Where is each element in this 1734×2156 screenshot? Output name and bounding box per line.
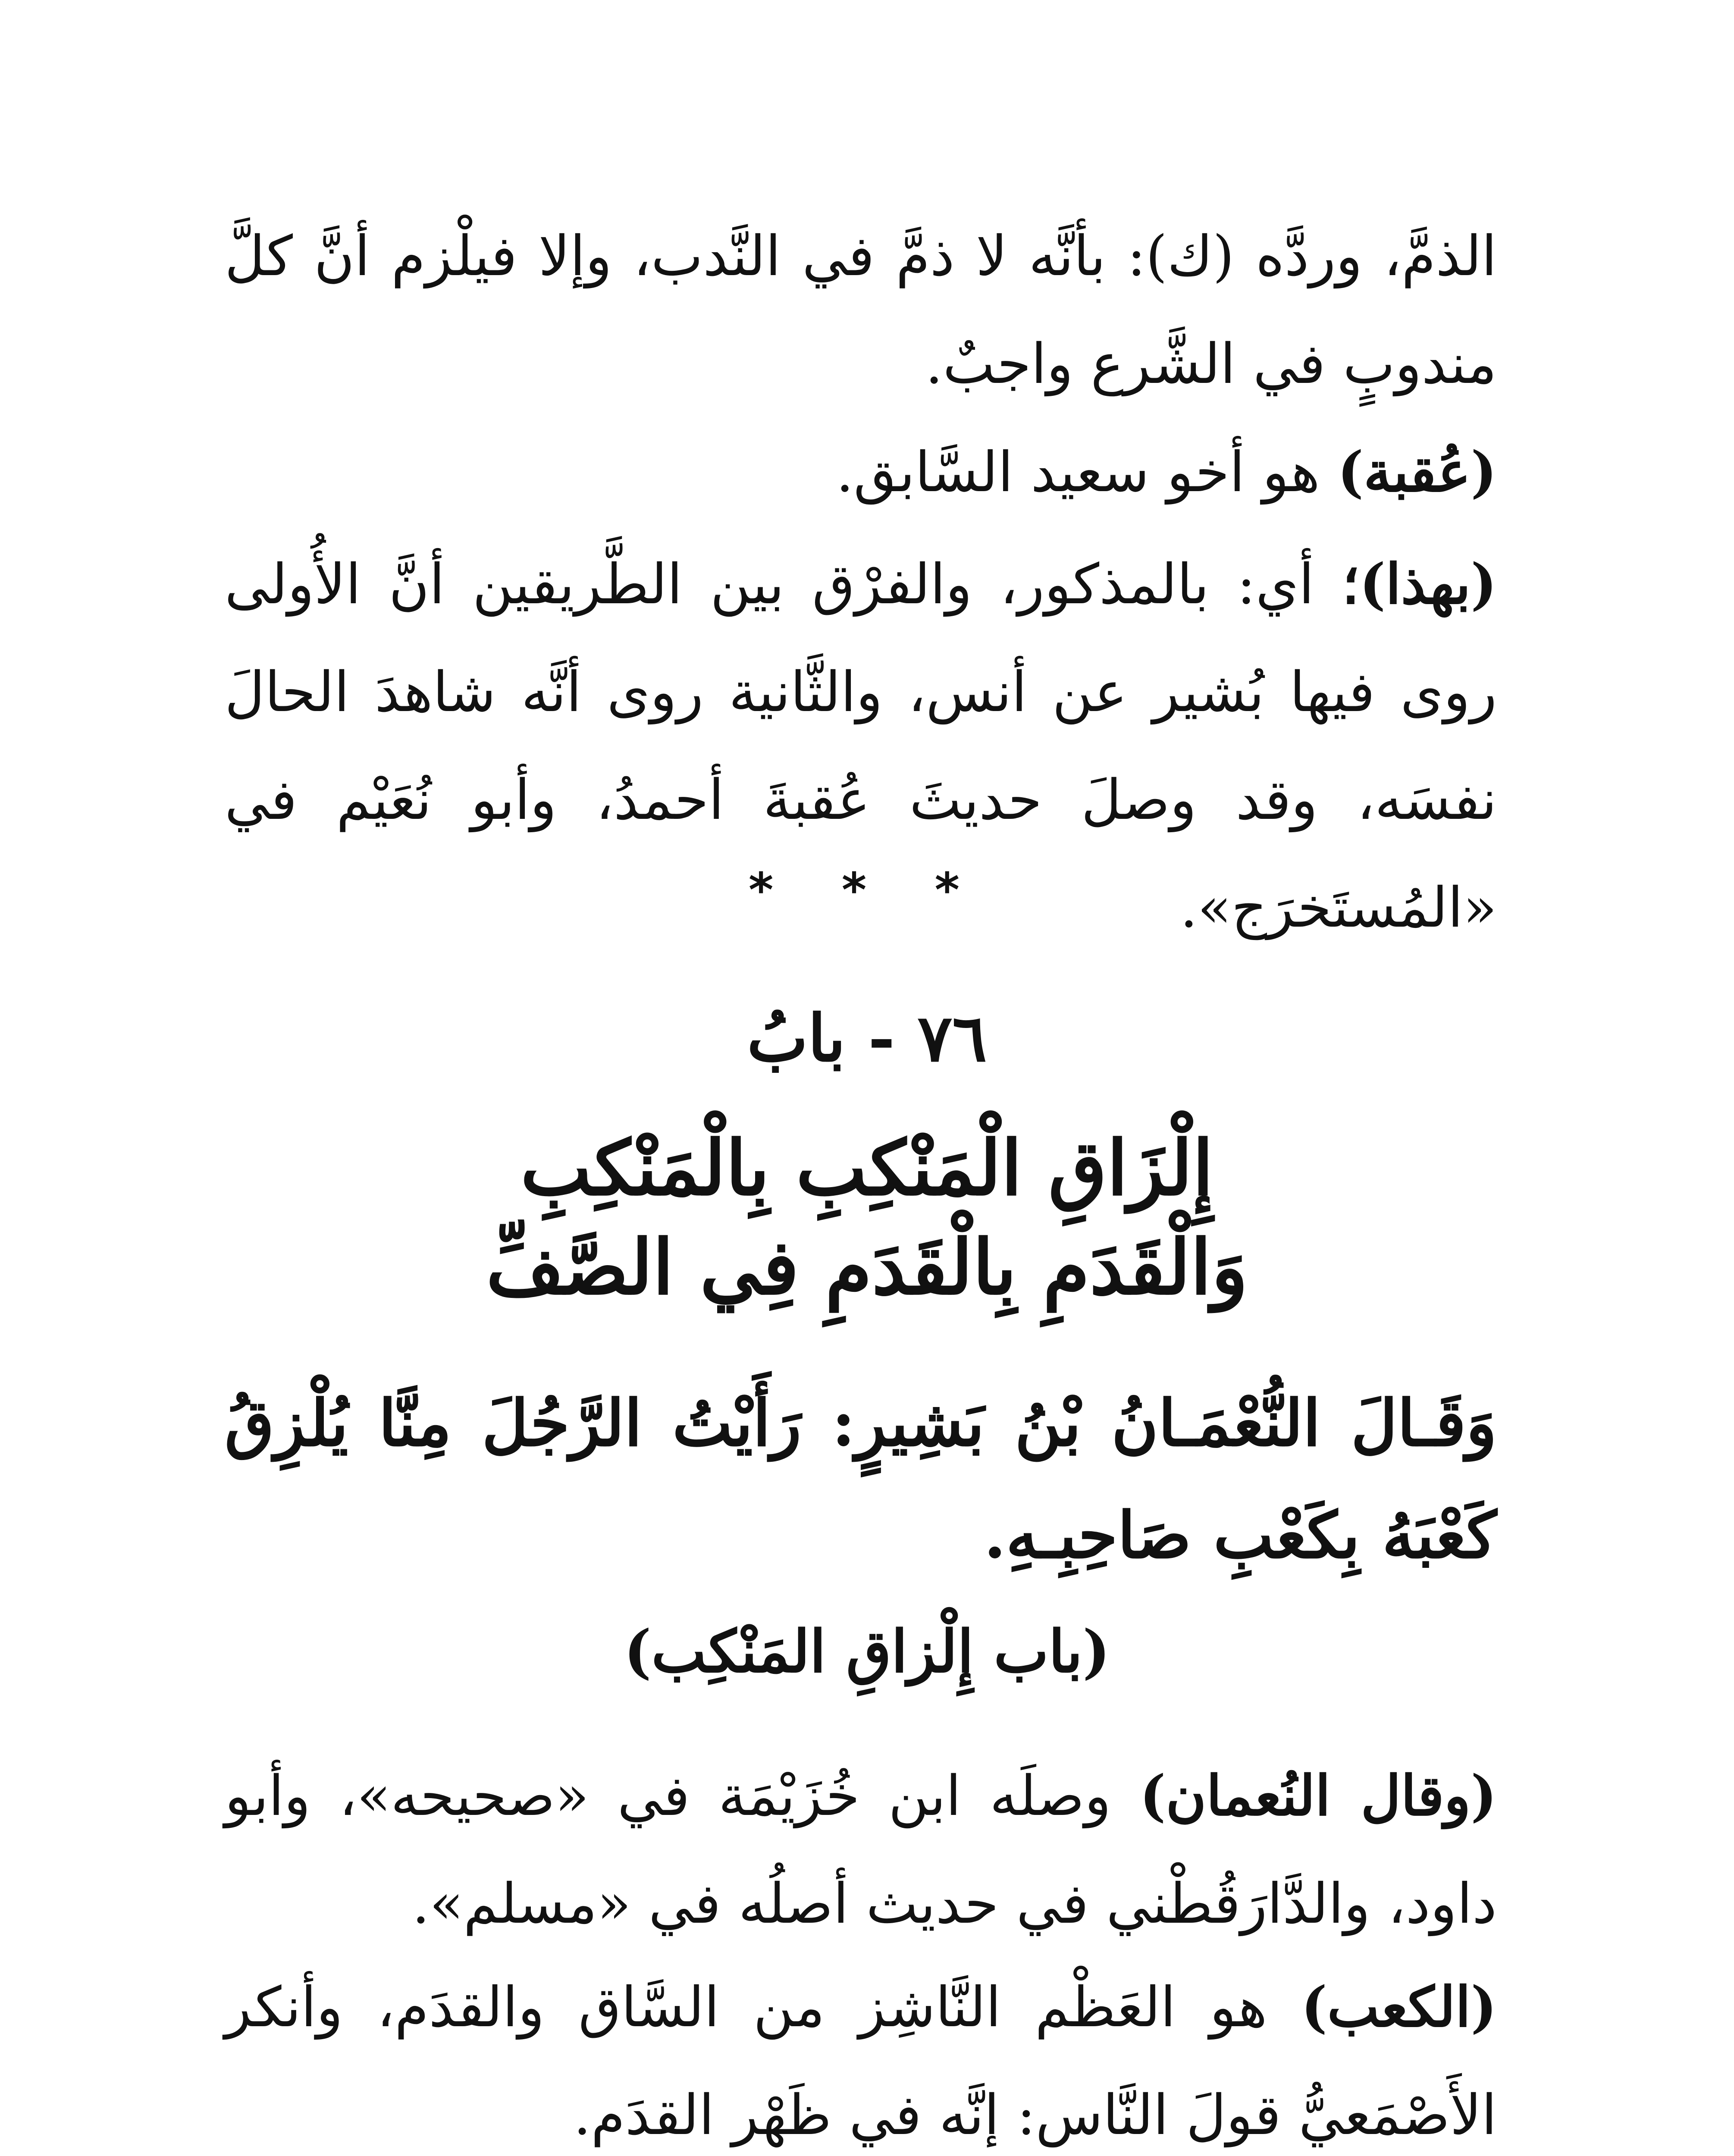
chapter-title-line: وَالْقَدَمِ بِالْقَدَمِ فِي الصَّفِّ [486, 1223, 1248, 1312]
paragraph-text: هو أخو سعيد السَّابق. [836, 440, 1338, 505]
section-separator: * * * [748, 862, 986, 918]
commentary-paragraph [225, 203, 1497, 418]
lemma-lead: (الكعب) [1301, 1975, 1497, 2040]
commentary-paragraph [225, 1953, 1497, 2156]
hadith-text: وَقَـالَ النُّعْمَـانُ بْنُ بَشِيرٍ: رَأَيْتُ الرَّجُلَ مِنَّا يُلْزِقُ كَعْبَهُ بِكَعْبِ صَاحِبِـهِ. [225, 1385, 1497, 1573]
paragraph-text: هو العَظْم النَّاشِز من السَّاق والقدَم، وأنكر الأَصْمَعيُّ قولَ النَّاس: إنَّه في ظَهْر القدَم. [225, 1975, 1497, 2147]
paragraph-text: وصلَه ابن خُزَيْمَة في «صحيحه»، وأبو داود، والدَّارَقُطْني في حديث أصلُه في «مسلم». [225, 1764, 1497, 1936]
chapter-title-line: إِلْزَاقِ الْمَنْكِبِ بِالْمَنْكِبِ [521, 1124, 1213, 1213]
commentary-heading: (باب إِلْزاقِ المَنْكِب) [624, 1617, 1110, 1686]
lemma-lead: (وقال النُعمان) [1139, 1764, 1497, 1828]
paragraph-text: أي: بالمذكور، والفرْق بين الطَّريقين أنَّ الأُولى روى فيها بُشير عن أنس، والثَّانية روى أنَّه شاهدَ الحالَ نفسَه، وقد وصلَ حديثَ عُقبةَ أحمدُ، وأبو نُعَيْم في «المُستَخرَج». [225, 552, 1497, 940]
commentary-paragraph [225, 1742, 1497, 1958]
lemma-lead: (بهذا)؛ [1342, 552, 1497, 617]
commentary-paragraph [225, 418, 1497, 526]
paragraph-text: الذمَّ، وردَّه (ك): بأنَّه لا ذمَّ في النَّدب، وإلا فيلْزم أنَّ كلَّ مندوبٍ في الشَّرع واجبٌ. [225, 224, 1497, 396]
chapter-number: ٧٦ - بابُ [747, 1000, 987, 1076]
lemma-lead: (عُقبة) [1337, 440, 1497, 505]
